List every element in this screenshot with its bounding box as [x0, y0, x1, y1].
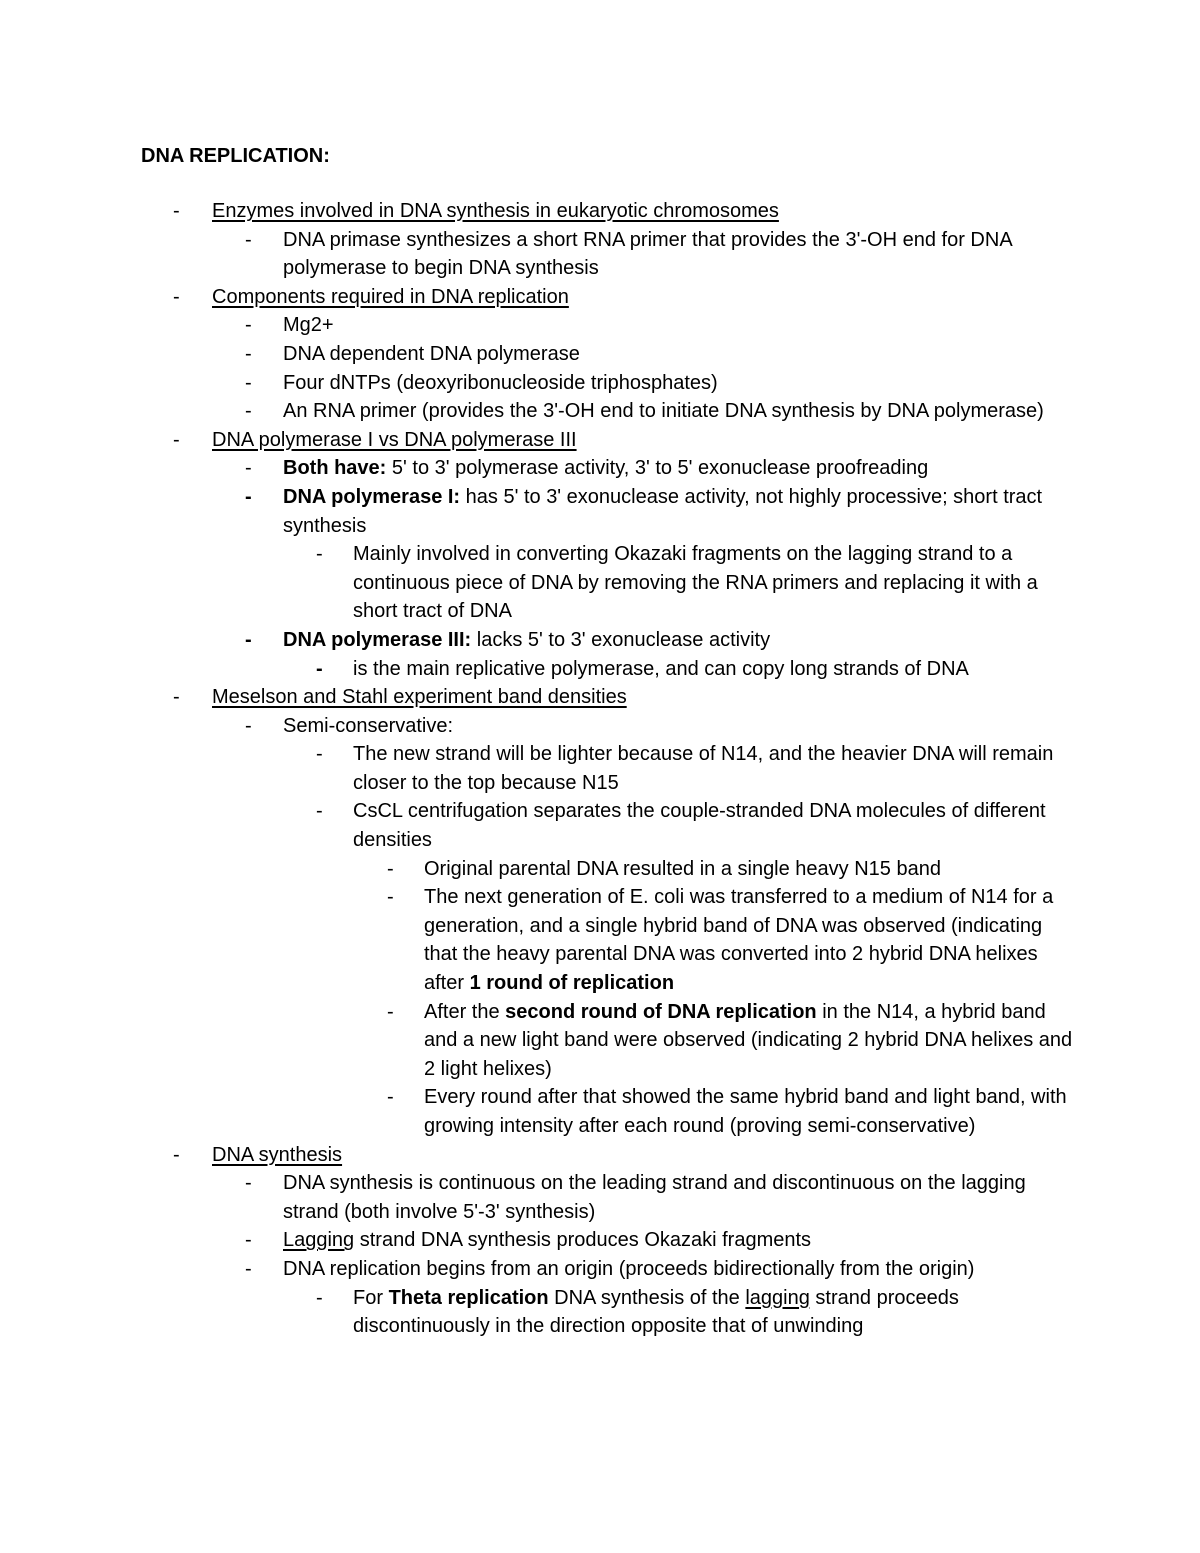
bold-label: DNA polymerase I:: [283, 485, 461, 508]
bullet-dash: -: [173, 1143, 180, 1166]
bullet-dash: -: [245, 485, 252, 508]
section-heading-enzymes: [0, 197, 1200, 226]
list-item-text: [424, 998, 1074, 1084]
bullet-dash: -: [245, 228, 252, 251]
bullet-dash: -: [245, 714, 252, 737]
bold-phrase: 1 round of replication: [469, 972, 675, 995]
list-item-text: [283, 1226, 1073, 1255]
list-item-text: Four dNTPs (deoxyribonucleoside triphosphates): [283, 371, 718, 394]
list-item-text: [424, 883, 1074, 997]
list-item: [0, 655, 1200, 684]
bullet-dash: -: [173, 428, 180, 451]
bullet-dash: -: [245, 1229, 252, 1252]
inline-text: DNA synthesis of the: [548, 1286, 746, 1309]
bullet-dash: -: [245, 1257, 252, 1280]
list-item: [0, 883, 1200, 997]
list-item-text: An RNA primer (provides the 3'-OH end to initiate DNA synthesis by DNA polymerase): [283, 400, 1044, 423]
list-item: [0, 1255, 1200, 1284]
list-item-text: Every round after that showed the same hybrid band and light band, with growing intensity after each round (proving semi-conservative): [424, 1086, 1067, 1137]
inline-text: After the: [424, 1000, 506, 1023]
section-heading-text: Enzymes involved in DNA synthesis in eukaryotic chromosomes: [212, 200, 779, 222]
list-item: [0, 998, 1200, 1084]
list-item: [0, 454, 1200, 483]
inline-text: 5' to 3' polymerase activity, 3' to 5' exonuclease proofreading: [386, 457, 929, 480]
list-item: [0, 740, 1200, 797]
bullet-dash: -: [316, 743, 323, 766]
bullet-dash: -: [245, 457, 252, 480]
bullet-dash: -: [316, 1286, 323, 1309]
bullet-dash: -: [173, 686, 180, 709]
bullet-dash: -: [245, 400, 252, 423]
bold-phrase: Theta replication: [388, 1286, 549, 1309]
section-heading-components: [0, 283, 1200, 312]
list-item-text: [353, 1284, 1073, 1341]
list-item: [0, 1284, 1200, 1341]
list-item: [0, 855, 1200, 884]
bold-label: DNA polymerase III:: [283, 628, 472, 651]
section-heading-text: DNA polymerase I vs DNA polymerase III: [212, 428, 577, 451]
bullet-dash: -: [173, 285, 180, 308]
list-item-text: Mainly involved in converting Okazaki fragments on the lagging strand to a continuous piece of DNA by removing the RNA primers and replacing it with a short tract of DNA: [353, 543, 1038, 623]
section-heading-meselson: [0, 683, 1200, 712]
bullet-dash: -: [173, 200, 180, 222]
list-item: [0, 311, 1200, 340]
page-title: DNA REPLICATION:: [141, 145, 330, 167]
list-item-text: [283, 454, 1073, 483]
bullet-dash: -: [387, 886, 394, 909]
underlined-word: lagging: [745, 1286, 810, 1309]
bullet-dash: -: [245, 314, 252, 337]
list-item-text: DNA dependent DNA polymerase: [283, 342, 580, 365]
list-item: [0, 712, 1200, 741]
underlined-word: Lagging: [283, 1229, 355, 1252]
bullet-dash: -: [245, 342, 252, 365]
bullet-dash: -: [387, 1086, 394, 1109]
section-heading-text: Components required in DNA replication: [212, 285, 569, 308]
list-item: [0, 369, 1200, 398]
list-item-text: DNA synthesis is continuous on the leading strand and discontinuous on the lagging strand (both involve 5'-3' synthesis): [283, 1172, 1026, 1223]
list-item: [0, 1169, 1200, 1226]
inline-text: in the N14, a hybrid band and a new light band were observed (indicating 2 hybrid DNA helixes and 2 light helixes): [424, 1000, 1073, 1080]
bullet-dash: -: [316, 800, 323, 823]
list-item-text: Mg2+: [283, 314, 334, 337]
list-item-text: [283, 483, 1073, 540]
inline-text: The next generation of E. coli was transferred to a medium of N14 for a generation, and a single hybrid band of DNA was observed (indicating that the heavy parental DNA was converted into 2 hybrid DNA helixes after: [424, 886, 1054, 995]
bullet-dash: -: [245, 371, 252, 394]
notes-outline: [0, 197, 1200, 1341]
list-item-text: Semi-conservative:: [283, 714, 454, 737]
list-item-text: Original parental DNA resulted in a single heavy N15 band: [424, 857, 941, 880]
list-item: [0, 226, 1200, 283]
inline-text: strand proceeds discontinuously in the direction opposite that of unwinding: [353, 1286, 959, 1338]
list-item: [0, 397, 1200, 426]
bullet-dash: -: [245, 1172, 252, 1195]
inline-text: For: [353, 1286, 389, 1309]
section-heading-polymerase: [0, 426, 1200, 455]
list-item-text: The new strand will be lighter because of N14, and the heavier DNA will remain closer to the top because N15: [353, 743, 1054, 794]
bold-label: Both have:: [283, 457, 387, 480]
list-item-text: [283, 626, 1073, 655]
section-heading-text: Meselson and Stahl experiment band densities: [212, 686, 627, 709]
section-heading-text: DNA synthesis: [212, 1143, 343, 1166]
list-item: [0, 1083, 1200, 1140]
section-heading-synthesis: [0, 1141, 1200, 1170]
list-item: [0, 626, 1200, 655]
bullet-dash: -: [316, 657, 323, 680]
bullet-dash: -: [387, 1000, 394, 1023]
inline-text: has 5' to 3' exonuclease activity, not highly processive; short tract synthesis: [283, 485, 1043, 537]
list-item: [0, 1226, 1200, 1255]
list-item: [0, 797, 1200, 854]
inline-text: strand DNA synthesis produces Okazaki fragments: [354, 1229, 812, 1252]
bullet-dash: -: [387, 857, 394, 880]
list-item-text: DNA replication begins from an origin (proceeds bidirectionally from the origin): [283, 1257, 975, 1280]
inline-text: lacks 5' to 3' exonuclease activity: [471, 628, 771, 651]
bullet-dash: -: [316, 543, 323, 566]
bold-phrase: second round of DNA replication: [505, 1000, 817, 1023]
list-item-text: is the main replicative polymerase, and can copy long strands of DNA: [353, 657, 969, 680]
list-item-text: DNA primase synthesizes a short RNA primer that provides the 3'-OH end for DNA polymerase to begin DNA synthesis: [283, 228, 1012, 280]
list-item: [0, 483, 1200, 540]
list-item: [0, 340, 1200, 369]
list-item: [0, 540, 1200, 626]
bullet-dash: -: [245, 628, 252, 651]
list-item-text: CsCL centrifugation separates the couple-stranded DNA molecules of different densities: [353, 800, 1046, 852]
